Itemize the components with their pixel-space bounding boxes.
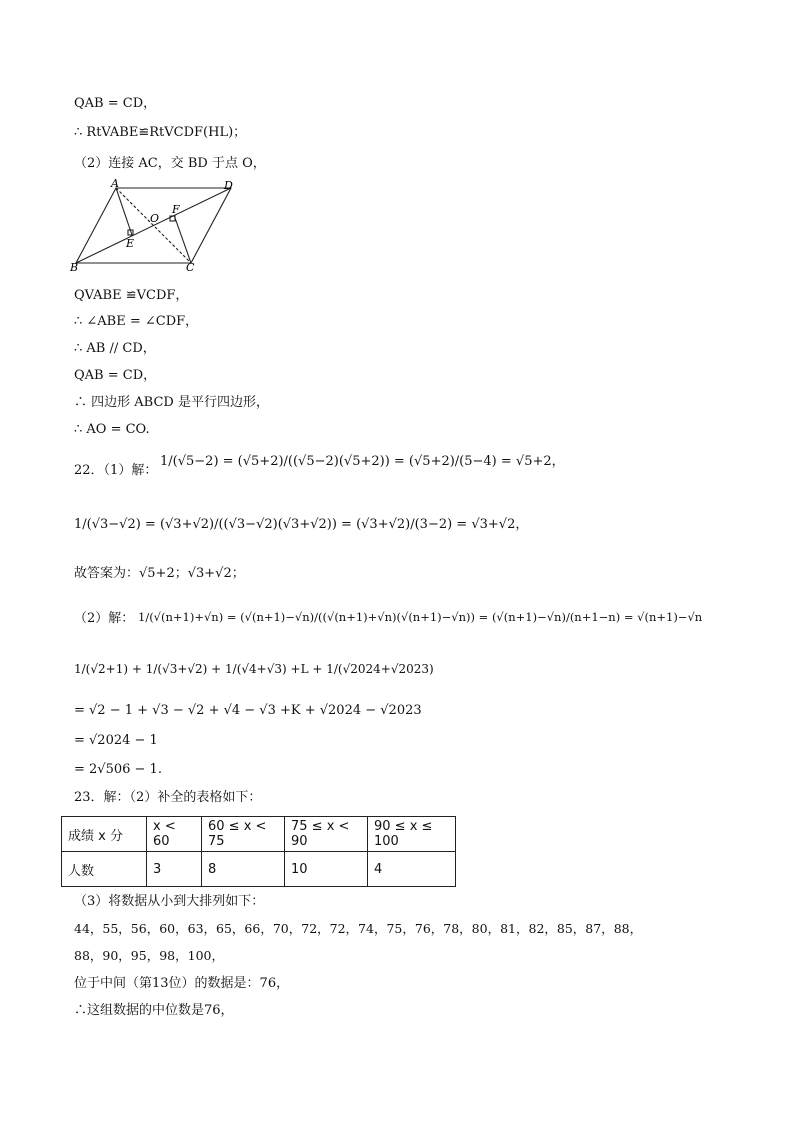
table-cell: 3 [147, 852, 202, 887]
label-c: C [186, 261, 195, 274]
label-f: F [172, 203, 180, 216]
table-header-row [62, 817, 456, 852]
table-cell: 10 [285, 852, 368, 887]
q22-part2-label: （2）解： [74, 611, 135, 626]
proof-line-1: QAB = CD， [74, 96, 157, 111]
part2-line-3: ∴ AB // CD， [74, 341, 156, 356]
table-cell: x < 60 [147, 817, 202, 852]
q22-label: 22．（1）解： [74, 463, 158, 478]
table-cell: 人数 [62, 852, 147, 887]
q23-label: 23．解：（2）补全的表格如下： [74, 790, 262, 805]
part2-line-6: ∴ AO = CO. [74, 422, 150, 437]
q22-answer: 故答案为：√5+2；√3+√2； [74, 566, 245, 581]
part2-line-2: ∴ ∠ABE = ∠CDF， [74, 314, 199, 329]
table-cell: 90 ≤ x ≤ 100 [368, 817, 456, 852]
q23-data-line-2: 88，90，95，98，100， [74, 948, 224, 963]
part2-line-5: ∴ 四边形 ABCD 是平行四边形， [74, 395, 269, 410]
label-e: E [126, 237, 135, 250]
parallelogram-figure [66, 178, 246, 274]
grade-table [61, 816, 456, 887]
table-cell: 4 [368, 852, 456, 887]
q23-median: ∴这组数据的中位数是76， [74, 1003, 234, 1018]
q22-step1: = √2 − 1 + √3 − √2 + √4 − √3 +K + √2024 − √2023 [74, 703, 422, 718]
proof-line-2: ∴ RtVABE≌RtVCDF(HL)； [74, 125, 247, 140]
table-cell: 60 ≤ x < 75 [202, 817, 285, 852]
label-b: B [70, 261, 79, 274]
part2-intro: （2）连接 AC，交 BD 于点 O， [74, 156, 266, 171]
q22-sum: 1/(√2+1) + 1/(√3+√2) + 1/(√4+√3) +L + 1/(√2024+√2023) [74, 662, 434, 676]
label-o: O [150, 212, 160, 225]
q23-middle: 位于中间（第13位）的数据是：76， [74, 976, 290, 991]
table-row [62, 852, 456, 887]
q22-step2: = √2024 − 1 [74, 733, 158, 748]
q22-eq3: 1/(√(n+1)+√n) = (√(n+1)−√n)/((√(n+1)+√n)(√(n+1)−√n)) = (√(n+1)−√n)/(n+1−n) = √(n+1)−√n [138, 610, 703, 624]
table-cell: 8 [202, 852, 285, 887]
q23-data-line-1: 44，55，56，60，63，65，66，70，72，72，74，75，76，78，80，81，82，85，87，88， [74, 921, 643, 936]
table-cell: 成绩 x 分 [62, 817, 147, 852]
q22-eq1: 1/(√5−2) = (√5+2)/((√5−2)(√5+2)) = (√5+2)/(5−4) = √5+2， [160, 454, 565, 469]
table-cell: 75 ≤ x < 90 [285, 817, 368, 852]
q22-eq2: 1/(√3−√2) = (√3+√2)/((√3−√2)(√3+√2)) = (√3+√2)/(3−2) = √3+√2， [74, 517, 529, 532]
label-a: A [111, 178, 119, 190]
part2-line-4: QAB = CD， [74, 368, 157, 383]
q23-sort-intro: （3）将数据从小到大排列如下： [74, 894, 265, 909]
q22-step3: = 2√506 − 1. [74, 762, 162, 777]
part2-line-1: QVABE ≌VCDF， [74, 288, 189, 303]
label-d: D [224, 179, 233, 192]
